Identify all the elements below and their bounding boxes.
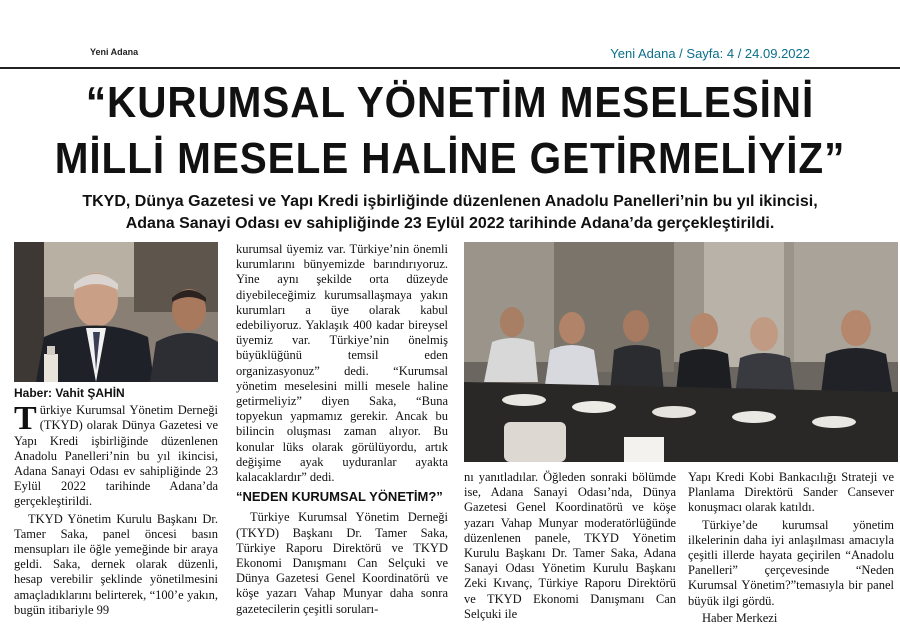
article-column-2 — [236, 242, 448, 619]
column-4-paragraph-2: Türkiye’de kurumsal yönetim ilkelerinin daha iyi anlaşılması amacıyla çeşitli illerde hayata geçirilen “Anadolu Panelleri” çerçevesinde “Neden Kurumsal Yönetim?”temasıyla bir panel büyük ilgi gördü. — [688, 517, 894, 608]
subheadline-line-2: Adana Sanayi Odası ev sahipliğinde 23 Eylül 2022 tarihinde Adana’da gerçekleştirildi. — [125, 215, 775, 232]
photo-panel-table — [464, 242, 898, 462]
page-info: Yeni Adana / Sayfa: 4 / 24.09.2022 — [610, 46, 810, 61]
article-column-4 — [688, 470, 894, 628]
column-2-paragraph-2: Türkiye Kurumsal Yönetim Derneği (TKYD) Başkanı Dr. Tamer Saka, Türkiye Raporu Direktörü ve TKYD Ekonomi Danışmanı Can Selçuki ve Dünya Gazetesi Genel Koordinatörü ve köşe yazarı Vahap Munyar daha sonra gazetecilerin çeşitli soruları- — [236, 510, 448, 616]
article-column-1 — [14, 386, 218, 620]
section-subhead: “NEDEN KURUMSAL YÖNETİM?” — [236, 489, 443, 505]
column-1-paragraph-2: TKYD Yönetim Kurulu Başkanı Dr. Tamer Saka, panel öncesi basın mensupları ile öğle yemeğinde bir araya geldi. Saka, dernek olarak düzenli, hesap verebilir şeklinde yönetilmesini amaçladıklarını belirterek, “100’e yakın, bugün itibariyle 99 — [14, 511, 218, 617]
subheadline-line-1: TKYD, Dünya Gazetesi ve Yapı Kredi işbirliğinde düzenlenen Anadolu Panelleri’nin bu yıl ikincisi, — [82, 193, 818, 210]
column-2-paragraph-1: kurumsal üyemiz var. Türkiye’nin önemli kurumlarını bünyemizde barındırıyoruz. Yine aynı şekilde orta düzeyde diyebileceğimiz kurumsallaşmaya yakın kurumları a üye olarak kabul edebiliyoruz. Yaklaşık 400 kadar bireysel üyemiz var. Türkiye’nin önelmiş büyüklüğünü temsil eden organizasyonuz” dedi. “Kurumsal yönetim meselesini milli mesele haline getirmeliyiz” diyen Saka, “Buna topyekun yapmamız gerekir. Ancak bu bilincin oluşması zaman alıyor. Bu konular lüks olarak görülüyordu, artık değişime ayak uyduranlar ayakta kalacaklardır” dedi. — [236, 242, 448, 485]
column-4-paragraph-1: Yapı Kredi Kobi Bankacılığı Strateji ve Planlama Direktörü Sander Cansever konuşmacı olarak katıldı. — [688, 470, 894, 515]
signoff: Haber Merkezi — [702, 610, 778, 625]
article-column-3 — [464, 470, 676, 624]
byline: Haber: Vahit ŞAHİN — [14, 386, 125, 400]
headline-line-1: “KURUMSAL YÖNETİM MESELESİNİ — [85, 78, 815, 127]
headline-line-2: MİLLİ MESELE HALİNE GETİRMELİYİZ” — [54, 134, 846, 183]
header-rule — [0, 67, 900, 69]
paper-logo: Yeni Adana — [90, 47, 139, 57]
column-3-paragraph-1: nı yanıtladılar. Öğleden sonraki bölümde ise, Adana Sanayi Odası’nda, Dünya Gazetesi Genel Koordinatörü ve köşe yazarı Vahap Munyar moderatörlüğünde düzenlenen panele, TKYD Yönetim Kurulu Başkanı Dr. Tamer Saka, Adana Sanayi Odası Yönetim Kurulu Başkanı Zeki Kıvanç, Türkiye Raporu Direktörü ve TKYD Ekonomi Danışmanı Can Selçuki ile — [464, 470, 676, 621]
drop-cap: T — [14, 400, 37, 438]
column-1-paragraph-1: ürkiye Kurumsal Yönetim Derneği (TKYD) olarak Dünya Gazetesi ve Yapı Kredi işbirliğinde düzenlenen Anadolu Panelleri’nin bu yıl ikincisi, Adana Sanayi Odası ev sahipliğinde 23 Eylül 2022 tarihinde Adana’da gerçekleştirildi. — [14, 403, 218, 509]
photo-speakers — [14, 242, 218, 382]
